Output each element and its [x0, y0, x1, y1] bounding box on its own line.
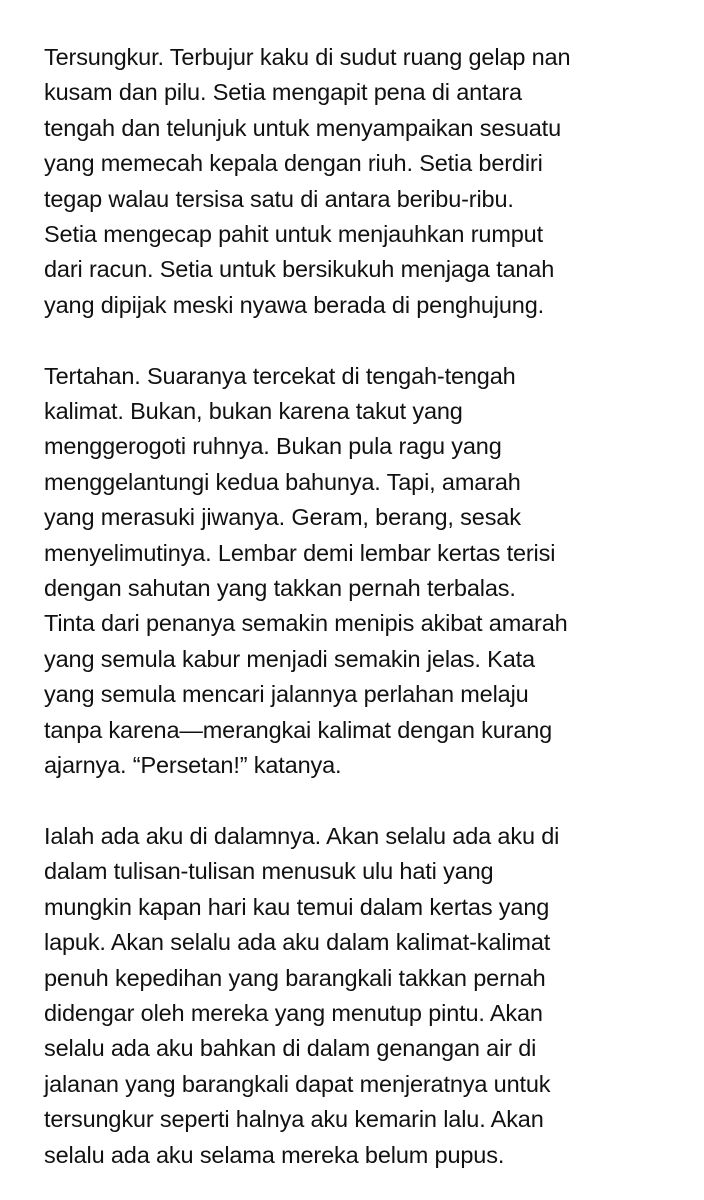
- text-line: dalam tulisan-tulisan menusuk ulu hati yang: [44, 858, 494, 885]
- text-line: yang semula kabur menjadi semakin jelas. Kata: [44, 645, 535, 672]
- document-body: [44, 40, 684, 1173]
- text-line: ajarnya. “Persetan!” katanya.: [44, 752, 342, 779]
- text-line: tanpa karena—merangkai kalimat dengan kurang: [44, 716, 553, 743]
- text-line: didengar oleh mereka yang menutup pintu. Akan: [44, 999, 543, 1026]
- text-line: tengah dan telunjuk untuk menyampaikan sesuatu: [44, 114, 561, 141]
- text-line: penuh kepedihan yang barangkali takkan pernah: [44, 964, 546, 991]
- text-line: selalu ada aku bahkan di dalam genangan air di: [44, 1035, 537, 1062]
- text-line: Ialah ada aku di dalamnya. Akan selalu ada aku di: [44, 822, 560, 849]
- text-line: dari racun. Setia untuk bersikukuh menjaga tanah: [44, 256, 555, 283]
- text-line: Tertahan. Suaranya tercekat di tengah-tengah: [44, 362, 516, 389]
- text-line: kusam dan pilu. Setia mengapit pena di antara: [44, 79, 522, 106]
- text-line: tersungkur seperti halnya aku kemarin lalu. Akan: [44, 1106, 544, 1133]
- text-line: mungkin kapan hari kau temui dalam kertas yang: [44, 893, 550, 920]
- text-line: yang dipijak meski nyawa berada di penghujung.: [44, 291, 544, 318]
- paragraph-1: [44, 40, 684, 323]
- text-line: Tersungkur. Terbujur kaku di sudut ruang gelap nan: [44, 44, 571, 70]
- text-line: kalimat. Bukan, bukan karena takut yang: [44, 398, 463, 425]
- text-line: lapuk. Akan selalu ada aku dalam kalimat-kalimat: [44, 929, 551, 956]
- text-line: selalu ada aku selama mereka belum pupus.: [44, 1141, 505, 1168]
- text-line: Setia mengecap pahit untuk menjauhkan rumput: [44, 221, 543, 248]
- text-line: yang merasuki jiwanya. Geram, berang, sesak: [44, 504, 521, 531]
- text-line: yang memecah kepala dengan riuh. Setia berdiri: [44, 150, 543, 177]
- text-line: menggerogoti ruhnya. Bukan pula ragu yang: [44, 433, 502, 460]
- text-line: dengan sahutan yang takkan pernah terbalas.: [44, 575, 516, 602]
- text-line: menggelantungi kedua bahunya. Tapi, amarah: [44, 468, 521, 495]
- paragraph-2: [44, 359, 684, 784]
- text-line: Tinta dari penanya semakin menipis akibat amarah: [44, 610, 568, 637]
- paragraph-3: [44, 819, 684, 1173]
- text-line: yang semula mencari jalannya perlahan melaju: [44, 681, 529, 708]
- text-line: menyelimutinya. Lembar demi lembar kertas terisi: [44, 539, 556, 566]
- text-line: tegap walau tersisa satu di antara beribu-ribu.: [44, 185, 514, 212]
- text-line: jalanan yang barangkali dapat menjeratnya untuk: [44, 1070, 551, 1097]
